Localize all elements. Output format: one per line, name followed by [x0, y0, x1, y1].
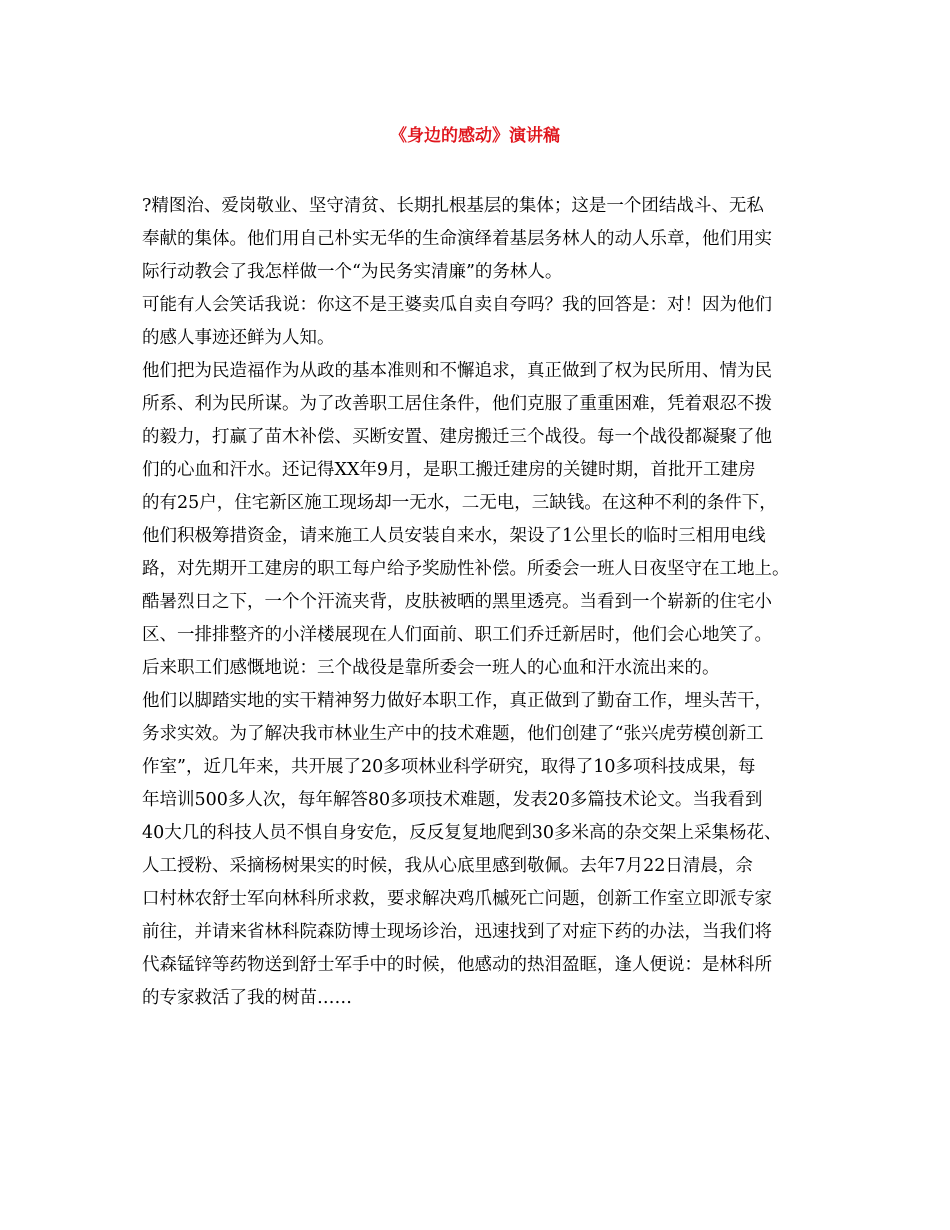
body-line: 们的心血和汗水。还记得XX年9月，是职工搬迁建房的关键时期，首批开工建房 — [142, 460, 756, 480]
body-line: 区、一排排整齐的小洋楼展现在人们面前、职工们乔迁新居时，他们会心地笑了。 — [142, 625, 772, 645]
document-title: 《身边的感动》演讲稿 — [390, 126, 560, 146]
body-line: 口村林农舒士军向林科所求救，要求解决鸡爪槭死亡问题，创新工作室立即派专家 — [142, 889, 772, 909]
body-line: 的毅力，打赢了苗木补偿、买断安置、建房搬迁三个战役。每一个战役都凝聚了他 — [142, 427, 772, 447]
body-line: 人工授粉、采摘杨树果实的时候，我从心底里感到敬佩。去年7月22日清晨，佘 — [142, 856, 753, 876]
body-line: 他们把为民造福作为从政的基本准则和不懈追求，真正做到了权为民所用、情为民 — [142, 361, 772, 381]
body-line: 40大几的科技人员不惧自身安危，反反复复地爬到30多米高的杂交架上采集杨花、 — [142, 823, 782, 843]
body-line: 他们以脚踏实地的实干精神努力做好本职工作，真正做到了勤奋工作，埋头苦干， — [142, 691, 772, 711]
body-line: 的有25户，住宅新区施工现场却一无水，二无电，三缺钱。在这种不利的条件下， — [142, 493, 777, 513]
body-line: ?精图治、爱岗敬业、坚守清贫、长期扎根基层的集体；这是一个团结战斗、无私 — [142, 196, 764, 216]
body-line: 代森锰锌等药物送到舒士军手中的时候，他感动的热泪盈眶，逢人便说：是林科所 — [142, 955, 772, 975]
body-line: 年培训500多人次，每年解答80多项技术难题，发表20多篇技术论文。当我看到 — [142, 790, 763, 810]
body-line: 作室”，近几年来，共开展了20多项林业科学研究，取得了10多项科技成果，每 — [142, 757, 756, 777]
body-line: 他们积极筹措资金，请来施工人员安装自来水，架设了1公里长的临时三相用电线 — [142, 526, 766, 546]
body-line: 可能有人会笑话我说：你这不是王婆卖瓜自卖自夸吗？我的回答是：对！因为他们 — [142, 295, 772, 315]
body-line: 路，对先期开工建房的职工每户给予奖励性补偿。所委会一班人日夜坚守在工地上。 — [142, 559, 790, 579]
document-body — [142, 190, 832, 1015]
body-line: 的专家救活了我的树苗…… — [142, 988, 352, 1008]
body-line: 的感人事迹还鲜为人知。 — [142, 328, 335, 348]
body-line: 所系、利为民所谋。为了改善职工居住条件，他们克服了重重困难，凭着艰忍不拨 — [142, 394, 772, 414]
body-line: 务求实效。为了解决我市林业生产中的技术难题，他们创建了“张兴虎劳模创新工 — [142, 724, 764, 744]
body-line: 奉献的集体。他们用自己朴实无华的生命演绎着基层务林人的动人乐章，他们用实 — [142, 229, 772, 249]
body-line: 际行动教会了我怎样做一个“为民务实清廉”的务林人。 — [142, 262, 563, 282]
body-line: 后来职工们感慨地说：三个战役是靠所委会一班人的心血和汗水流出来的。 — [142, 658, 720, 678]
body-line: 前往，并请来省林科院森防博士现场诊治，迅速找到了对症下药的办法，当我们将 — [142, 922, 772, 942]
body-line: 酷暑烈日之下，一个个汗流夹背，皮肤被晒的黑里透亮。当看到一个崭新的住宅小 — [142, 592, 772, 612]
